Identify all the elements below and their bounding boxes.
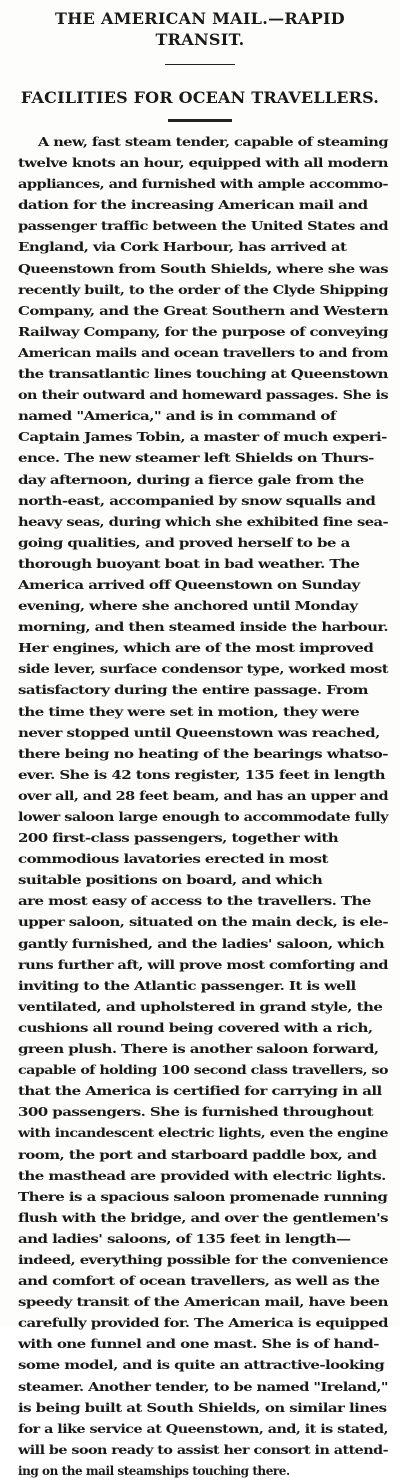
article-body	[18, 132, 388, 1482]
article-line-text: twelve knots an hour, equipped with all modern	[18, 156, 388, 171]
article-line	[18, 1060, 388, 1081]
article-line	[18, 216, 388, 237]
article-line	[18, 301, 388, 322]
article-line	[18, 280, 388, 301]
article-line-text: inviting to the Atlantic passenger. It is well	[18, 978, 356, 993]
article-line	[18, 1081, 388, 1102]
article-line-text: there being no heating of the bearings whatso-	[18, 746, 388, 761]
article-line-text: Queenstown from South Shields, where she was	[18, 261, 388, 276]
article-line	[18, 807, 388, 828]
article-line	[18, 575, 388, 596]
article-line	[18, 955, 388, 976]
article-line	[18, 491, 388, 512]
article-line	[18, 259, 388, 280]
article-line-text: satisfactory during the entire passage. From	[18, 683, 368, 698]
article-line-text: lower saloon large enough to accommodate fully	[18, 810, 388, 824]
article-line-text: A new, fast steam tender, capable of steaming	[38, 135, 388, 149]
article-line	[18, 1355, 388, 1376]
article-line-text: will be soon ready to assist her consort in attend-	[18, 1442, 388, 1457]
article-line	[18, 912, 388, 933]
article-line-text: going qualities, and proved herself to be a	[18, 535, 350, 550]
article-line	[18, 1419, 388, 1440]
article-line-text: carefully provided for. The America is equipped	[18, 1316, 388, 1331]
article-line	[18, 1187, 388, 1208]
article-line	[18, 1145, 388, 1166]
article-line	[18, 765, 388, 786]
article-line	[18, 870, 388, 891]
article-line-text: with one funnel and one mast. She is of hand-	[18, 1337, 379, 1352]
article-line	[18, 448, 388, 469]
article-line	[18, 1271, 388, 1292]
article-line-text: Railway Company, for the purpose of conveying	[18, 324, 389, 339]
article-line	[18, 702, 388, 723]
article-line-text: the time they were set in motion, they were	[18, 704, 360, 719]
article-line-text: with incandescent electric lights, even the engine	[18, 1126, 388, 1141]
article-line	[18, 1123, 388, 1144]
article-line-text: America arrived off Queenstown on Sunday	[18, 577, 360, 592]
article-line	[18, 1398, 388, 1419]
article-line-text: that the America is certified for carrying in all	[18, 1084, 382, 1099]
article-line-text: Captain James Tobin, a master of much experi-	[18, 430, 387, 445]
article-line-text: Company, and the Great Southern and Western	[18, 303, 389, 318]
article-line-text: recently built, to the order of the Clyde Shipping	[18, 282, 388, 297]
article-line	[18, 596, 388, 617]
article-line-text: appliances, and furnished with ample accommo-	[18, 177, 389, 192]
subheadline: FACILITIES FOR OCEAN TRAVELLERS.	[20, 88, 380, 107]
article-line-text: is being built at South Shields, on similar lines	[18, 1400, 387, 1415]
article-line	[18, 976, 388, 997]
article-line	[18, 1208, 388, 1229]
article-line	[18, 659, 388, 680]
article-line-text: There is a spacious saloon promenade running	[18, 1189, 388, 1204]
article-line-text: green plush. There is another saloon forward,	[18, 1042, 379, 1057]
article-line-text: England, via Cork Harbour, has arrived at	[18, 240, 347, 255]
article-line	[18, 512, 388, 533]
article-line	[18, 554, 388, 575]
article-line-text: capable of holding 100 second class travellers, so	[18, 1063, 389, 1078]
article-line	[18, 638, 388, 659]
article-line-text: and ladies' saloons, of 135 feet in length—	[18, 1231, 351, 1246]
article-line-text: side lever, surface condensor type, worked most	[18, 662, 389, 677]
article-line	[18, 1377, 388, 1398]
article-line-text: flush with the bridge, and over the gentlemen's	[18, 1210, 389, 1225]
article-line	[18, 934, 388, 955]
article-line	[18, 744, 388, 765]
article-line	[18, 195, 388, 216]
article-line-text: the masthead are provided with electric lights.	[18, 1168, 386, 1183]
article-line-text: north-east, accompanied by snow squalls and	[18, 493, 376, 508]
article-line	[18, 470, 388, 491]
article-line-text: evening, where she anchored until Monday	[18, 599, 358, 614]
article-line-text: ventilated, and upholstered in grand style, the	[18, 999, 383, 1014]
subheadline-divider	[168, 119, 232, 122]
article-line	[18, 1039, 388, 1060]
article-line-text: on their outward and homeward passages. She is	[18, 388, 389, 403]
article-line-text: room, the port and starboard paddle box, and	[18, 1147, 377, 1162]
article-line-text: upper saloon, situated on the main deck, is ele-	[18, 915, 388, 930]
article-line-text: never stopped until Queenstown was reached,	[18, 725, 380, 740]
headline-line-1: THE AMERICAN MAIL.—RAPID	[55, 9, 345, 28]
article-line	[18, 322, 388, 343]
article-line	[18, 723, 388, 744]
article-line-text: runs further aft, will prove most comforting and	[18, 957, 388, 972]
article-line-text: and comfort of ocean travellers, as well as the	[18, 1274, 380, 1289]
article-line	[18, 1250, 388, 1271]
article-line-text: morning, and then steamed inside the harbour.	[18, 620, 388, 635]
article-line	[18, 1313, 388, 1334]
article-line	[18, 385, 388, 406]
article-line	[18, 132, 388, 153]
article-line-text: dation for the increasing American mail and	[18, 198, 368, 213]
article-line	[18, 343, 388, 364]
article-line-text: American mails and ocean travellers to and from	[18, 345, 388, 360]
article-line-text: speedy transit of the American mail, have been	[18, 1295, 389, 1310]
article-line-text: the transatlantic lines touching at Queenstown	[18, 367, 388, 382]
article-line-text: ing on the mail steamships touching there.	[18, 1463, 290, 1478]
article-line-text: ever. She is 42 tons register, 135 feet in length	[18, 767, 386, 782]
article-line-text: heavy seas, during which she exhibited fine sea-	[18, 514, 389, 529]
article-line-text: 300 passengers. She is furnished throughout	[18, 1105, 373, 1120]
article-line-text: suitable positions on board, and which	[18, 873, 323, 888]
article-line	[18, 1102, 388, 1123]
headline-line-2: TRANSIT.	[155, 30, 245, 49]
article-line-text: commodious lavatories erected in most	[18, 852, 328, 867]
article-line-text: gantly furnished, and the ladies' saloon, which	[18, 936, 385, 951]
article-line-text: passenger traffic between the United States and	[18, 219, 389, 234]
article-line-text: some model, and is quite an attractive-looking	[18, 1358, 385, 1373]
article-line-text: thorough buoyant boat in bad weather. The	[18, 556, 360, 571]
article-line	[18, 680, 388, 701]
article-line	[18, 1229, 388, 1250]
article-line	[18, 427, 388, 448]
article-line-text: day afternoon, during a fierce gale from the	[18, 472, 364, 487]
article-line	[18, 1166, 388, 1187]
article-line	[18, 828, 388, 849]
article-line	[18, 1461, 388, 1482]
article-line	[18, 364, 388, 385]
article-line	[18, 1018, 388, 1039]
article-line-text: cushions all round being covered with a rich,	[18, 1020, 373, 1035]
article-line-text: over all, and 28 feet beam, and has an upper and	[18, 788, 389, 803]
article-line	[18, 617, 388, 638]
headline-divider	[165, 64, 235, 65]
article-line-text: named "America," and is in command of	[18, 409, 336, 424]
article-line-text: ence. The new steamer left Shields on Thurs-	[18, 451, 374, 466]
article-line-text: 200 first-class passengers, together with	[18, 831, 339, 846]
article-line-text: for a like service at Queenstown, and, it is stated,	[18, 1421, 389, 1436]
article-line	[18, 237, 388, 258]
article-line	[18, 1334, 388, 1355]
article-line	[18, 997, 388, 1018]
article-line	[18, 533, 388, 554]
article-line-text: are most easy of access to the travellers. The	[18, 894, 371, 909]
article-line	[18, 406, 388, 427]
article-line	[18, 786, 388, 807]
article-line-text: indeed, everything possible for the convenience	[18, 1252, 389, 1267]
article-line	[18, 891, 388, 912]
article-line	[18, 849, 388, 870]
article-line	[18, 1440, 388, 1461]
article-line	[18, 1292, 388, 1313]
article-line	[18, 174, 388, 195]
article-line	[18, 153, 388, 174]
article-line-text: Her engines, which are of the most improved	[18, 641, 374, 656]
article-line-text: steamer. Another tender, to be named "Ireland,"	[18, 1379, 388, 1394]
